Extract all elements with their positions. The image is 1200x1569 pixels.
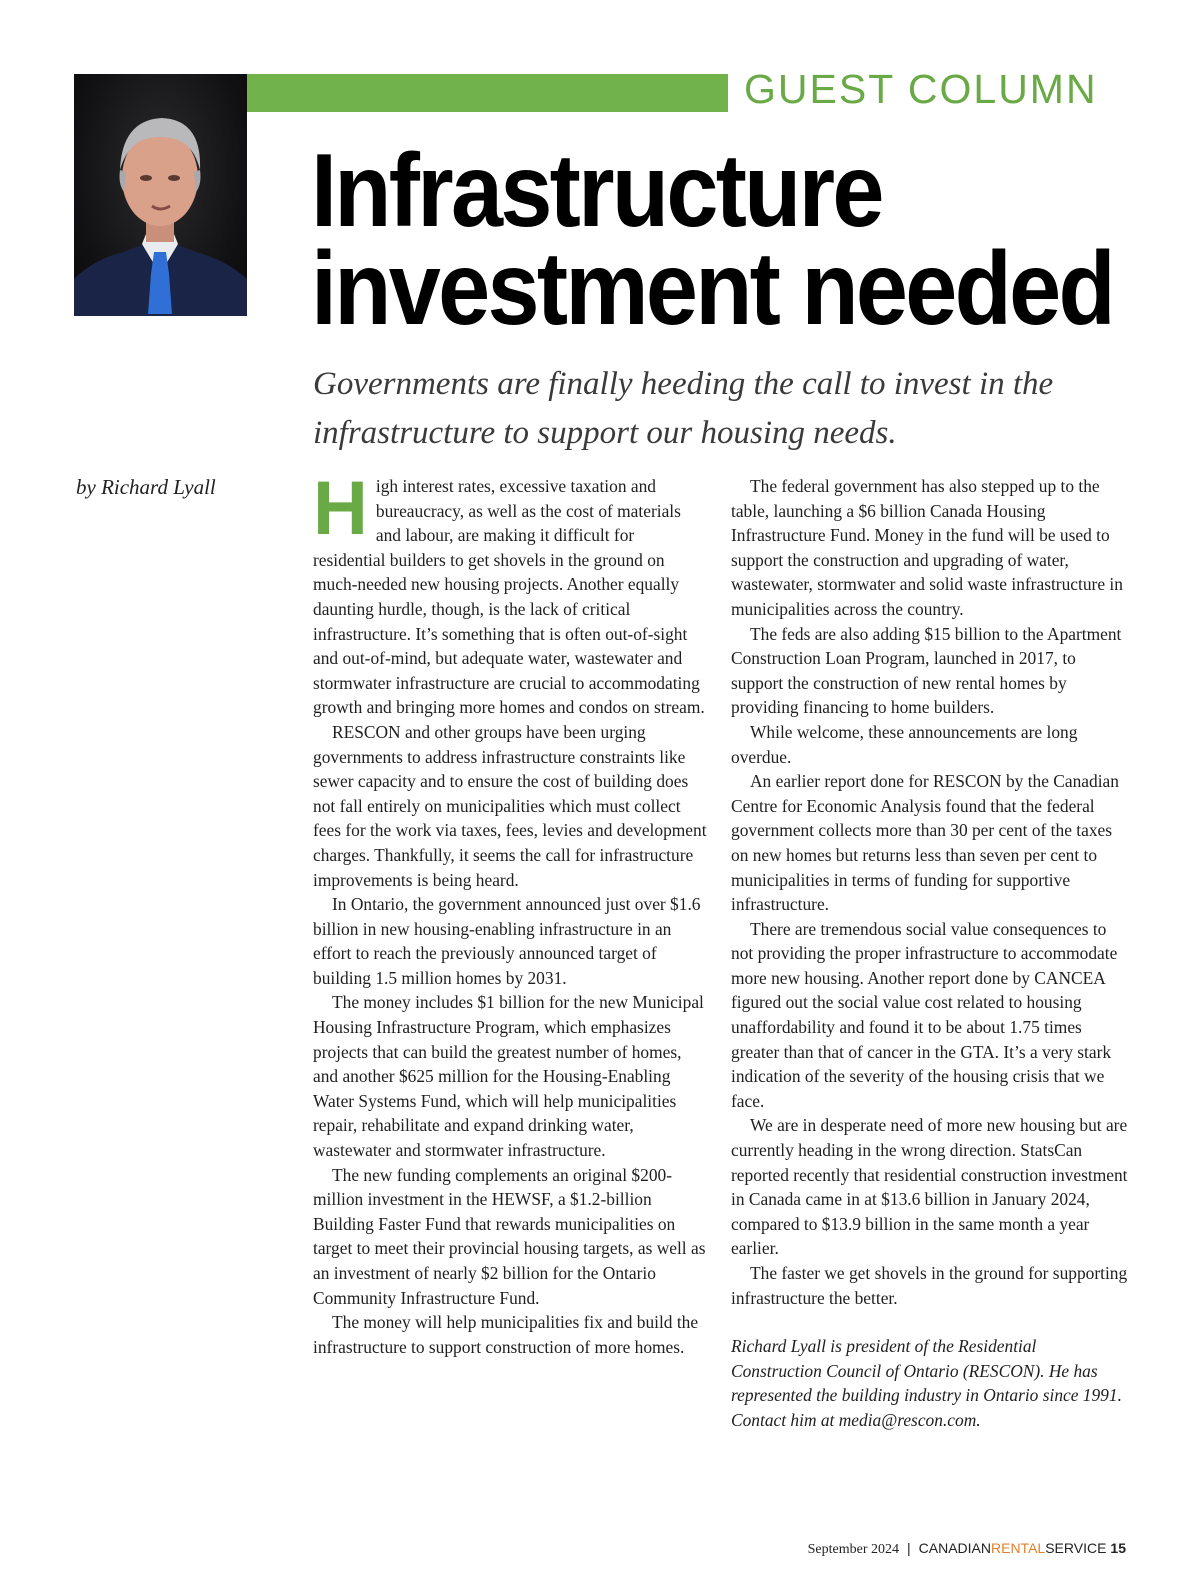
byline: by Richard Lyall	[76, 475, 216, 499]
magazine-name-accent: RENTAL	[991, 1540, 1046, 1556]
article-column-left	[313, 466, 707, 1359]
magazine-name	[919, 1540, 1107, 1556]
paragraph: The new funding complements an original $200-million investment in the HEWSF, a $1.2-billion Building Faster Fund that rewards municipalities on target to meet their provincial housing targets, as well as an investment of nearly $2 billion for the Ontario Community Infrastructure Fund.	[313, 1164, 706, 1308]
paragraph-text: igh interest rates, excessive taxation and bureaucracy, as well as the cost of materials and labour, are making it difficult for residential builders to get shovels in the ground on much-needed new housing projects. Another equally daunting hurdle, though, is the lack of critical infrastructure. It’s something that is often out-of-sight and out-of-mind, but adequate water, wastewater and stormwater infrastructure are crucial to accommodating growth and bringing more homes and condos on stream.	[313, 476, 705, 718]
paragraph: The faster we get shovels in the ground for supporting infrastructure the better.	[731, 1263, 1128, 1308]
paragraph: RESCON and other groups have been urging governments to address infrastructure constraints like sewer capacity and to ensure the cost of building does not fall entirely on municipalities which must collect fees for the work via taxes, fees, levies and development charges. Thankfully, it seems the call for infrastructure improvements is being heard.	[313, 721, 707, 890]
paragraph: While welcome, these announcements are long overdue.	[731, 721, 1078, 767]
paragraph: An earlier report done for RESCON by the Canadian Centre for Economic Analysis found that the federal government collects more than 30 per cent of the taxes on new homes but returns less than seven per cent to municipalities in terms of funding for supportive infrastructure.	[731, 771, 1119, 915]
paragraph: The money includes $1 billion for the new Municipal Housing Infrastructure Program, which emphasizes projects that can build the greatest number of homes, and another $625 million for the Housing-Enabling Water Systems Fund, which will help municipalities repair, rehabilitate and expand drinking water, wastewater and stormwater infrastructure.	[313, 992, 704, 1161]
paragraph	[313, 466, 707, 720]
drop-cap: H	[313, 466, 368, 551]
paragraph: The feds are also adding $15 billion to the Apartment Construction Loan Program, launched in 2017, to support the construction of new rental homes by providing financing to home builders.	[731, 623, 1122, 718]
issue-date: September 2024	[807, 1542, 899, 1557]
section-color-bar	[247, 74, 728, 112]
magazine-name-part: CANADIAN	[918, 1540, 991, 1556]
deck-subtitle: Governments are finally heeding the call to invest in the infrastructure to support our housing needs.	[313, 366, 1054, 451]
paragraph: We are in desperate need of more new housing but are currently heading in the wrong direction. StatsCan reported recently that residential construction investment in Canada came in at $13.6 billion in January 2024, compared to $13.9 billion in the same month a year earlier.	[731, 1115, 1128, 1259]
headline-line-2: investment needed	[311, 231, 1113, 347]
footer-separator: |	[907, 1540, 911, 1556]
page-footer	[808, 1540, 1126, 1558]
paragraph: The money will help municipalities fix and build the infrastructure to support construction of more homes.	[313, 1312, 699, 1357]
headline	[311, 133, 1113, 347]
paragraph: The federal government has also stepped up to the table, launching a $6 billion Canada Housing Infrastructure Fund. Money in the fund will be used to support the construction and upgrading of water, wastewater, stormwater and solid waste infrastructure in municipalities across the country.	[731, 476, 1123, 619]
paragraph: There are tremendous social value consequences to not providing the proper infrastructure to accommodate more new housing. Another report done by CANCEA figured out the social value cost related to housing unaffordability and found it to be about 1.75 times greater than that of cancer in the GTA. It’s a very stark indication of the severity of the housing crisis that we face.	[731, 918, 1118, 1111]
magazine-name-part: SERVICE	[1045, 1540, 1107, 1556]
author-photo	[74, 74, 247, 316]
page-number: 15	[1110, 1540, 1126, 1556]
headline-line-1: Infrastructure	[311, 133, 882, 249]
author-bio: Richard Lyall is president of the Residential Construction Council of Ontario (RESCON). He has represented the building industry in Ontario since 1991. Contact him at media@rescon.com.	[731, 1336, 1122, 1430]
section-label: GUEST COLUMN	[744, 66, 1098, 112]
article-column-right	[731, 474, 1129, 1433]
paragraph: In Ontario, the government announced just over $1.6 billion in new housing-enabling infrastructure in an effort to reach the previously announced target of building 1.5 million homes by 2031.	[313, 894, 701, 988]
